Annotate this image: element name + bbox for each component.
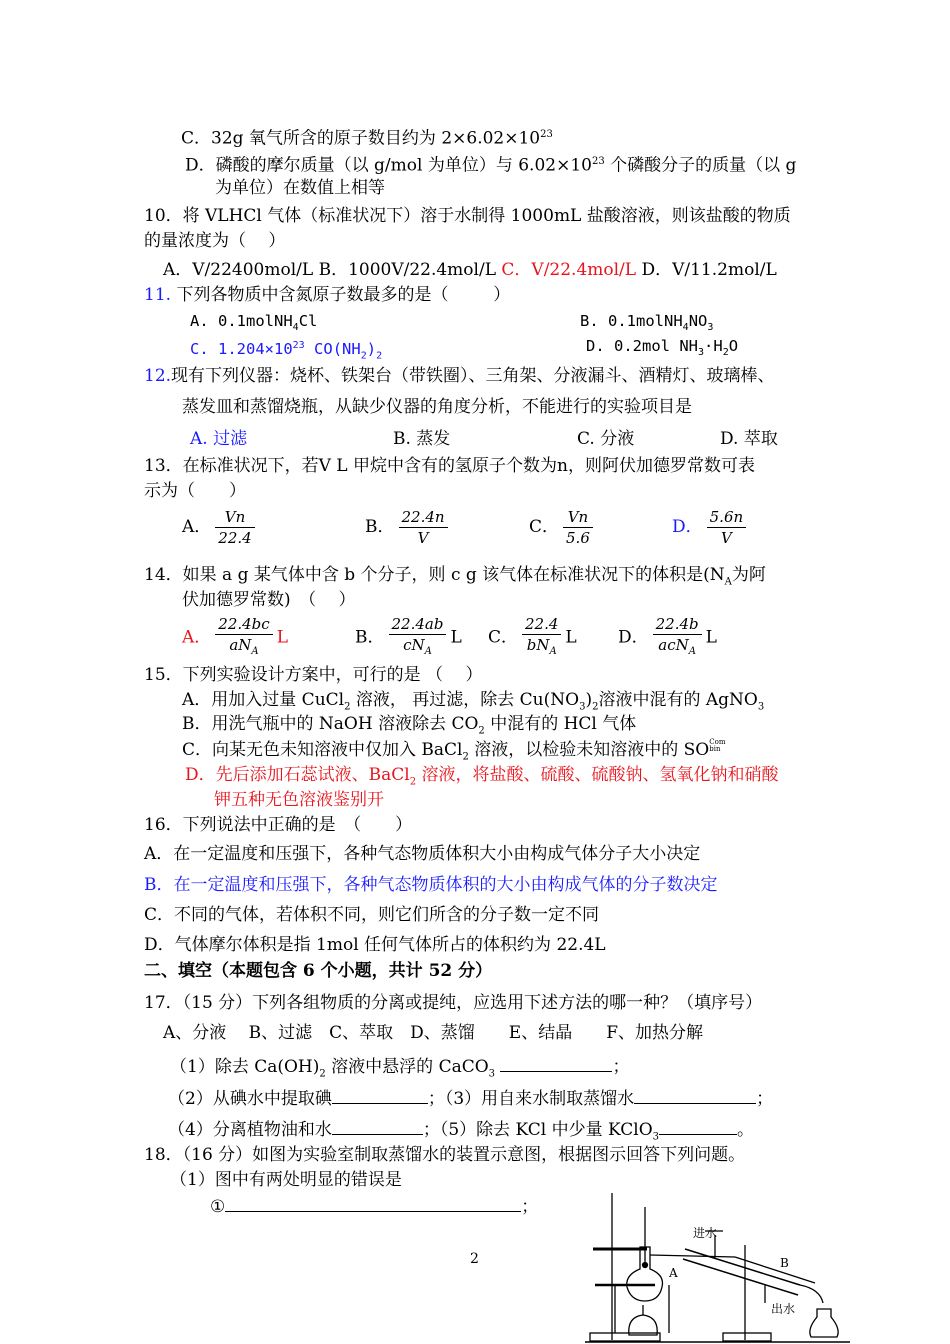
label-water-in: 进水 [693,1226,718,1240]
q14-stem-line1: 14．如果 a g 某气体中含 b 个分子，则 c g 该气体在标准状况下的体积是($N_A$为阿 [144,565,766,588]
q9-option-d-line1: D．磷酸的摩尔质量（以 g/mol 为单位）与 $6.02\times 10^{23}$ 个磷酸分子的质量（以 g [185,155,797,176]
label-water-out: 出水 [771,1302,796,1316]
stand-base [590,1333,660,1341]
q17-part4-5: （4）分离植物油和水 ；（5）除去 KCl 中少量 KClO$_3$ 。 [168,1120,755,1143]
q17-methods: A、分液 B、过滤 C、萃取 D、蒸馏 E、结晶 F、加热分解 [163,1023,704,1043]
q10-stem-line1: 10．将 VLHCl 气体（标准状况下）溶于水制得 1000mL 盐酸溶液，则该盐酸的物质 [144,206,791,226]
fraction: $\frac{22.4}{bN_A}$ [522,614,561,662]
label-a: A [669,1266,678,1280]
fraction: $\frac{22.4b}{acN_A}$ [653,614,702,662]
q11-option-c: C. $1.204\times 10^{23}$ $CO(NH_2)_2$ [190,340,383,362]
q14-option-d: D． $\frac{22.4b}{acN_A}$ L [618,614,717,662]
q17-stem: 17．（15 分）下列各组物质的分离或提纯，应选用下述方法的哪一种？（填序号） [144,993,763,1013]
page-number: 2 [470,1251,479,1267]
q11-stem: 11. 下列各物质中含氮原子数最多的是（ ） [144,285,511,305]
q13-stem-line1: 13．在标准状况下，若V L 甲烷中含有的氢原子个数为n，则阿伏加德罗常数可表 [144,456,755,476]
q16-option-a: A．在一定温度和压强下，各种气态物质体积大小由构成气体分子大小决定 [144,844,701,864]
answer-blank[interactable] [634,1087,756,1104]
alcohol-lamp [629,1315,657,1335]
q18-answer-1: ① ； [210,1197,539,1217]
q12-option-c: C. 分液 [577,429,635,449]
label-b: B [780,1256,789,1270]
q14-option-a: A． $\frac{22.4bc}{aN_A}$ L [182,614,288,662]
q14-option-c: C． $\frac{22.4}{bN_A}$ L [488,614,577,662]
q16-stem: 16．下列说法中正确的是 （ ） [144,815,413,835]
answer-blank[interactable] [332,1087,428,1104]
q15-option-b: B．用洗气瓶中的 NaOH 溶液除去 $CO_2$ 中混有的 HCl 气体 [182,714,637,737]
q18-subquestion-1: （1）图中有两处明显的错误是 [170,1170,402,1190]
q17-part1: （1）除去 $Ca(OH)_2$ 溶液中悬浮的 CaCO$_3$ ； [170,1057,630,1080]
answer-blank[interactable] [659,1118,737,1135]
fraction: $\frac{22.4n}{V}$ [399,507,448,548]
q15-option-c: C．向某无色未知溶液中仅加入 BaCl$_2$ 溶液，以检验未知溶液中的 SOCom bin [182,738,726,763]
tiny-merge-field: Com bin [709,738,726,753]
q12-stem-line2: 蒸发皿和蒸馏烧瓶，从缺少仪器的角度分析，不能进行的实验项目是 [182,397,692,417]
q16-option-d: D．气体摩尔体积是指 1mol 任何气体所占的体积约为 22.4L [144,935,606,955]
fraction: $\frac{22.4bc}{aN_A}$ [215,614,272,662]
q16-option-c: C．不同的气体，若体积不同，则它们所含的分子数一定不同 [144,905,600,925]
q15-option-a: A．用加入过量 CuCl$_2$ 溶液， 再过滤，除去 $Cu(NO_3)_2$溶液中混有的 AgNO$_3$ [182,690,765,713]
answer-blank[interactable] [500,1055,612,1072]
fraction: $\frac{5.6n}{V}$ [707,507,747,548]
q12-option-d: D. 萃取 [720,429,778,449]
q14-option-b: B． $\frac{22.4ab}{cN_A}$ L [355,614,462,662]
distillation-apparatus-figure [585,1185,850,1344]
q15-option-d-line1: D．先后添加石蕊试液、BaCl$_2$ 溶液，将盐酸、硫酸、硫酸钠、氢氧化钠和硝酸 [185,765,779,788]
q16-option-b: B．在一定温度和压强下，各种气态物质体积的大小由构成气体的分子数决定 [144,875,718,895]
q13-option-a: A． $\frac{Vn}{22.4}$ [182,505,259,549]
q9-option-c: C．32g 氧气所含的原子数目约为 $2\times 6.02\times 10^{23}$ [181,128,553,149]
section-title: 二、填空（本题包含 6 个小题，共计 52 分） [144,961,493,981]
q17-part2-3: （2）从碘水中提取碘 ；（3）用自来水制取蒸馏水 ； [168,1089,774,1109]
q12-option-a: A. 过滤 [190,429,248,449]
q10-stem-line2: 的量浓度为（ ） [144,231,286,251]
q12-option-b: B. 蒸发 [393,429,451,449]
q13-option-b: B． $\frac{22.4n}{V}$ [365,505,452,549]
q13-option-d: D． $\frac{5.6n}{V}$ [672,505,750,549]
fraction: $\frac{22.4ab}{cN_A}$ [389,614,447,662]
answer-blank[interactable] [225,1195,521,1212]
fraction: $\frac{Vn}{22.4}$ [215,507,254,548]
fraction: $\frac{Vn}{5.6}$ [563,507,593,548]
q10-options: A．V/22400mol/L B．1000V/22.4mol/L C．V/22.4mol/L D．V/11.2mol/L [163,260,777,280]
q11-option-d: D. 0.2mol $NH_3\cdot H_2O$ [586,337,739,359]
q10-answer-c: C．V/22.4mol/L [501,260,637,280]
q14-stem-line2: 伏加德罗常数) （ ） [182,590,356,610]
q18-stem: 18．（16 分）如图为实验室制取蒸馏水的装置示意图，根据图示回答下列问题。 [144,1145,746,1165]
q11-option-b: B. $0.1molNH_4NO_3$ [580,312,714,334]
receiving-flask [810,1309,838,1337]
q15-stem: 15．下列实验设计方案中，可行的是 （ ） [144,665,483,685]
answer-blank[interactable] [332,1118,423,1135]
q13-option-c: C． $\frac{Vn}{5.6}$ [529,505,597,549]
q15-option-d-line2: 钾五种无色溶液鉴别开 [214,790,384,810]
q12-stem-line1: 12.现有下列仪器：烧杯、铁架台（带铁圈）、三角架、分液漏斗、酒精灯、玻璃棒、 [144,366,775,386]
q13-stem-line2: 示为（ ） [144,481,246,501]
q9-option-d-line2: 为单位）在数值上相等 [215,178,385,198]
q11-option-a: A. 0.1molNH$_4$Cl [190,312,318,334]
side-arm [650,1255,735,1257]
